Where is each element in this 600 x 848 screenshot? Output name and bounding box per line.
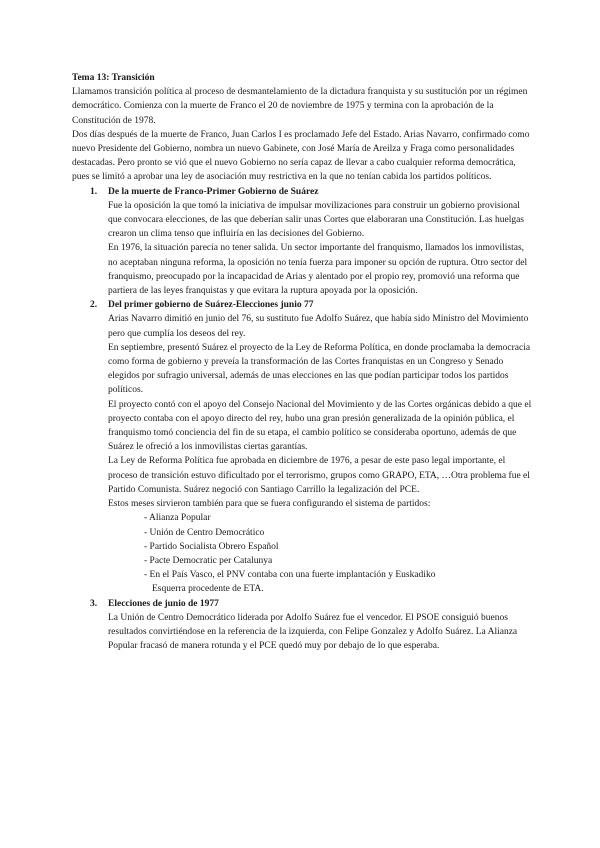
section-title: Elecciones de junio de 1977 bbox=[108, 598, 219, 609]
section-3 bbox=[72, 597, 534, 654]
section-paragraph: La Ley de Reforma Política fue aprobada en diciembre de 1976, a pesar de este paso legal importante, el proceso de transición estuvo dificultado por el terrorismo, grupos como GRAPO, ETA, …Otra problema fue el Partido Comunista. Suárez negoció con Santiago Carrillo la legalización del PCE. bbox=[108, 456, 530, 495]
list-item: - Alianza Popular bbox=[144, 513, 211, 524]
list-item-continuation: Esquerra procedente de ETA. bbox=[152, 584, 264, 595]
section-paragraph: El proyecto contó con el apoyo del Consejo Nacional del Movimiento y de las Cortes orgánicas debido a que el proyecto contaba con el apoyo directo del rey, hubo una gran presión generalizada de la opinión pública, el franquismo tomó conciencia del fin de su etapa, el cambio político se consideraba oportuno, además de que Suárez le ofreció a los inmovilistas ciertas garantías. bbox=[108, 399, 532, 453]
intro-paragraph: Llamamos transición política al proceso de desmantelamiento de la dictadura franquista y su sustitución por un régimen democrático. Comienza con la muerte de Franco el 20 de noviembre de 1975 y termina con la aprobación de la Constitución de 1978. bbox=[72, 87, 528, 126]
section-2 bbox=[72, 298, 534, 596]
document-body bbox=[72, 71, 534, 653]
section-number: 2. bbox=[90, 300, 98, 311]
section-heading bbox=[72, 597, 534, 611]
party-list bbox=[72, 511, 534, 596]
section-paragraph: En 1976, la situación parecía no tener salida. Un sector importante del franquismo, llamados los inmovilistas, no aceptaban ninguna reforma, la oposición no tenía fuerza para imponer su opción de ruptura. Otro sector del franquismo, preocupado por la incapacidad de Arias y alentado por el propio rey, promovió una reforma que partiera de las leyes franquistas y que evitara la ruptura apoyada por la oposición. bbox=[108, 243, 528, 297]
section-paragraph: Fue la oposición la que tomó la iniciativa de impulsar movilizaciones para construir un gobierno provisional que convocara elecciones, de las que deberían salir unas Cortes que elaboraran una Constitución. Las huelgas crearon un clima tenso que influiría en las decisiones del Gobierno. bbox=[108, 200, 525, 240]
list-item bbox=[144, 568, 534, 596]
section-body bbox=[72, 611, 534, 654]
section-paragraph: La Unión de Centro Democrático liderada por Adolfo Suárez fue el vencedor. El PSOE consiguió buenos resultados convirtiéndose en la referencia de la izquierda, con Felipe Gonzalez y Adolfo Suárez. La Alianza Popular fracasó de manera rotunda y el PCE quedó muy por debajo de lo que esperaba. bbox=[108, 612, 518, 652]
section-body bbox=[72, 312, 534, 511]
section-title: Del primer gobierno de Suárez-Elecciones junio 77 bbox=[108, 300, 314, 311]
document-title: Tema 13: Transición bbox=[72, 73, 155, 83]
section-1 bbox=[72, 185, 534, 299]
section-number: 3. bbox=[90, 598, 98, 609]
section-title: De la muerte de Franco-Primer Gobierno de Suárez bbox=[108, 186, 319, 197]
section-paragraph: Estos meses sirvieron también para que se fuera configurando el sistema de partidos: bbox=[108, 499, 431, 510]
section-paragraph: En septiembre, presentó Suárez el proyecto de la Ley de Reforma Política, en donde proclamaba la democracia como forma de gobierno y preveía la transformación de las Cortes franquistas en un Congreso y Senado elegidos por sufragio universal, además de unas elecciones en las que podían participar todos los partidos políticos. bbox=[108, 342, 531, 396]
section-heading bbox=[72, 298, 534, 312]
section-paragraph: Arias Navarro dimitió en junio del 76, su sustituto fue Adolfo Suárez, que había sido Ministro del Movimiento pero que cumplía los deseos del rey. bbox=[108, 314, 529, 339]
list-item-line: - En el País Vasco, el PNV contaba con una fuerte implantación y Euskadiko bbox=[144, 570, 436, 581]
section-body bbox=[72, 199, 534, 298]
list-item: - Partido Socialista Obrero Español bbox=[144, 541, 279, 552]
section-number: 1. bbox=[90, 186, 98, 197]
list-item: - Pacte Democratic per Catalunya bbox=[144, 555, 273, 566]
intro-paragraph: Dos días después de la muerte de Franco, Juan Carlos I es proclamado Jefe del Estado. Arias Navarro, confirmado como nuevo Presidente del Gobierno, nombra un nuevo Gabinete, con José María de Areilza y Fraga como personalidades destacadas. Pero pronto se vió que el nuevo Gobierno no sería capaz de llevar a cabo cualquier reforma democrática, pues se limitó a aprobar una ley de asociación muy restrictiva en la que no tenían cabida los partidos políticos. bbox=[72, 129, 530, 183]
section-heading bbox=[72, 185, 534, 199]
list-item: - Unión de Centro Democrático bbox=[144, 527, 265, 538]
